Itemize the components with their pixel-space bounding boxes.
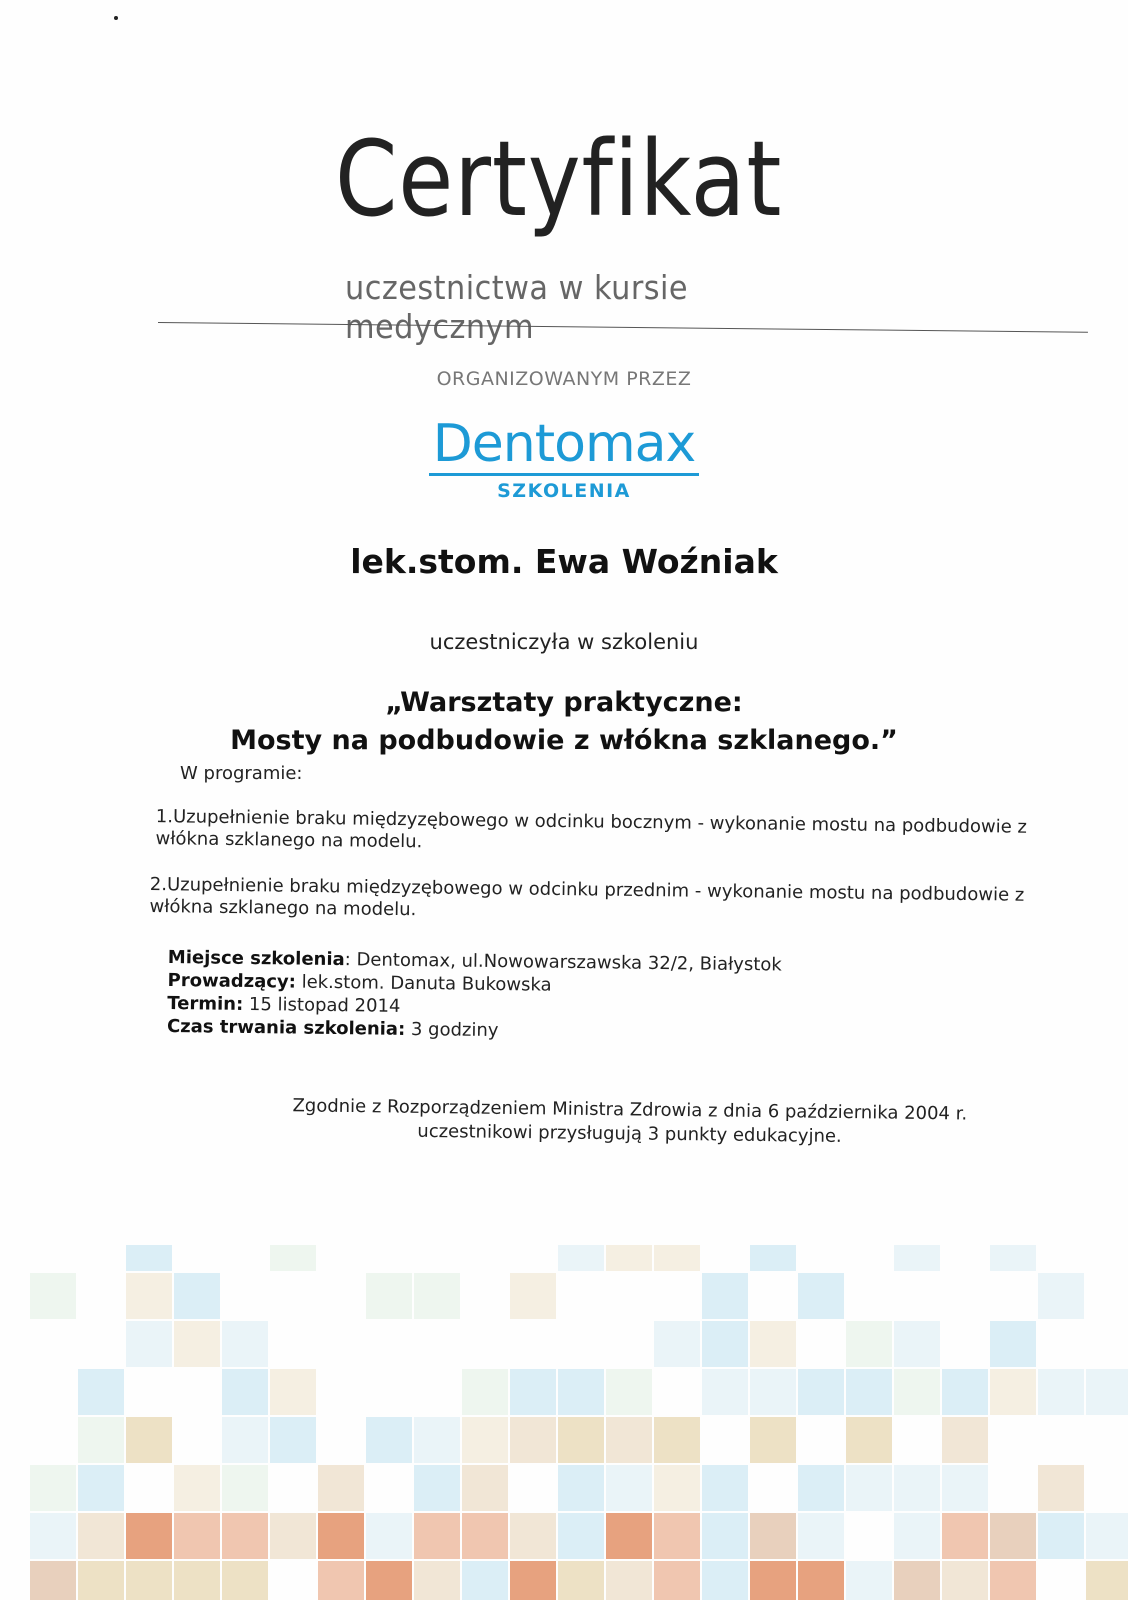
mosaic-tile — [654, 1513, 700, 1559]
mosaic-tile — [654, 1245, 700, 1271]
mosaic-tile — [510, 1417, 556, 1463]
legal-note — [269, 1094, 990, 1151]
mosaic-tile — [942, 1465, 988, 1511]
mosaic-tile — [702, 1321, 748, 1367]
mosaic-tile — [894, 1321, 940, 1367]
mosaic-tile — [846, 1321, 892, 1367]
mosaic-tile — [318, 1465, 364, 1511]
mosaic-tile — [222, 1465, 268, 1511]
detail-date-label: Termin: — [167, 992, 244, 1015]
mosaic-tile — [606, 1513, 652, 1559]
mosaic-tile — [30, 1513, 76, 1559]
mosaic-tile — [558, 1245, 604, 1271]
mosaic-tile — [1038, 1465, 1084, 1511]
mosaic-tile — [414, 1513, 460, 1559]
mosaic-tile — [894, 1513, 940, 1559]
mosaic-tile — [558, 1465, 604, 1511]
mosaic-tile — [750, 1369, 796, 1415]
mosaic-tile — [462, 1417, 508, 1463]
organized-by-label: ORGANIZOWANYM PRZEZ — [436, 368, 692, 390]
mosaic-tile — [606, 1417, 652, 1463]
mosaic-tile — [942, 1369, 988, 1415]
mosaic-tile — [78, 1513, 124, 1559]
mosaic-tile — [270, 1513, 316, 1559]
course-title-line-2: Mosty na podbudowie z włókna szklanego.” — [230, 725, 898, 756]
mosaic-tile — [318, 1513, 364, 1559]
mosaic-tile — [1086, 1513, 1128, 1559]
program-item: 2.Uzupełnienie braku międzyzębowego w odcinku przednim - wykonanie mostu na podbudowie z włókna szklanego na modelu. — [149, 874, 1025, 921]
mosaic-tile — [270, 1245, 316, 1271]
mosaic-tile — [798, 1369, 844, 1415]
detail-date-value: 15 listopad 2014 — [248, 993, 401, 1017]
scan-speck — [114, 16, 118, 20]
mosaic-tile — [990, 1513, 1036, 1559]
mosaic-tile — [702, 1369, 748, 1415]
mosaic-tile — [78, 1465, 124, 1511]
mosaic-tile — [798, 1513, 844, 1559]
mosaic-tile — [846, 1465, 892, 1511]
mosaic-tile — [606, 1561, 652, 1600]
mosaic-tile — [942, 1417, 988, 1463]
mosaic-tile — [78, 1369, 124, 1415]
logo-tagline: SZKOLENIA — [497, 480, 631, 502]
mosaic-tile — [894, 1561, 940, 1600]
mosaic-tile — [798, 1561, 844, 1600]
program-item: 1.Uzupełnienie braku międzyzębowego w odcinku bocznym - wykonanie mostu na podbudowie z włókna szklanego na modelu. — [155, 806, 1028, 853]
mosaic-tile — [78, 1417, 124, 1463]
mosaic-tile — [558, 1417, 604, 1463]
mosaic-tile — [798, 1465, 844, 1511]
mosaic-tile — [462, 1465, 508, 1511]
mosaic-tile — [462, 1561, 508, 1600]
mosaic-tile — [750, 1321, 796, 1367]
mosaic-tile — [750, 1561, 796, 1600]
mosaic-tile — [750, 1513, 796, 1559]
mosaic-tile — [174, 1513, 220, 1559]
mosaic-tile — [366, 1513, 412, 1559]
recipient-name: lek.stom. Ewa Woźniak — [350, 542, 778, 581]
detail-place-value: Dentomax, ul.Nowowarszawska 32/2, Białystok — [356, 949, 782, 976]
legal-note-line-1: Zgodnie z Rozporządzeniem Ministra Zdrowia z dnia 6 października 2004 r. — [292, 1095, 968, 1125]
mosaic-tile — [126, 1561, 172, 1600]
mosaic-tile — [174, 1465, 220, 1511]
mosaic-tile — [126, 1321, 172, 1367]
decorative-mosaic — [0, 1245, 1128, 1600]
mosaic-tile — [894, 1369, 940, 1415]
mosaic-tile — [126, 1273, 172, 1319]
certificate-title: Certyfikat — [335, 118, 783, 240]
mosaic-tile — [222, 1321, 268, 1367]
mosaic-tile — [510, 1369, 556, 1415]
mosaic-tile — [846, 1417, 892, 1463]
mosaic-tile — [222, 1417, 268, 1463]
mosaic-tile — [510, 1513, 556, 1559]
program-label: W programie: — [180, 763, 303, 784]
mosaic-tile — [606, 1369, 652, 1415]
mosaic-tile — [558, 1513, 604, 1559]
mosaic-tile — [990, 1369, 1036, 1415]
mosaic-tile — [30, 1465, 76, 1511]
detail-duration-label: Czas trwania szkolenia: — [166, 1015, 406, 1040]
mosaic-tile — [1038, 1273, 1084, 1319]
mosaic-tile — [1086, 1369, 1128, 1415]
mosaic-tile — [126, 1417, 172, 1463]
mosaic-tile — [990, 1245, 1036, 1271]
mosaic-tile — [414, 1417, 460, 1463]
organizer-logo — [0, 415, 1128, 502]
mosaic-tile — [654, 1321, 700, 1367]
mosaic-tile — [894, 1245, 940, 1271]
mosaic-tile — [222, 1369, 268, 1415]
mosaic-tile — [222, 1513, 268, 1559]
certificate-subtitle: uczestnictwa w kursie medycznym — [345, 268, 689, 346]
legal-note-line-2: uczestnikowi przysługują 3 punkty edukacyjne. — [417, 1120, 842, 1147]
mosaic-tile — [126, 1245, 172, 1271]
mosaic-tile — [654, 1417, 700, 1463]
mosaic-tile — [174, 1321, 220, 1367]
course-title-line-1: „Warsztaty praktyczne: — [385, 687, 743, 718]
mosaic-tile — [1086, 1561, 1128, 1600]
logo-wordmark: Dentomax — [429, 415, 700, 476]
mosaic-tile — [750, 1245, 796, 1271]
mosaic-tile — [558, 1561, 604, 1600]
mosaic-tile — [894, 1465, 940, 1511]
mosaic-tile — [990, 1321, 1036, 1367]
mosaic-tile — [942, 1513, 988, 1559]
mosaic-tile — [1038, 1513, 1084, 1559]
mosaic-tile — [654, 1561, 700, 1600]
mosaic-tile — [462, 1513, 508, 1559]
mosaic-tile — [414, 1465, 460, 1511]
mosaic-tile — [558, 1369, 604, 1415]
mosaic-tile — [126, 1513, 172, 1559]
detail-place-label: Miejsce szkolenia — [167, 946, 345, 971]
mosaic-tile — [78, 1561, 124, 1600]
detail-instructor-label: Prowadzący: — [167, 969, 297, 993]
mosaic-tile — [30, 1561, 76, 1600]
mosaic-tile — [318, 1561, 364, 1600]
participation-text: uczestniczyła w szkoleniu — [429, 630, 699, 654]
mosaic-tile — [510, 1273, 556, 1319]
detail-place: Miejsce szkolenia: Dentomax, ul.Nowowarszawska 32/2, Białystok — [167, 946, 782, 976]
mosaic-tile — [990, 1561, 1036, 1600]
mosaic-tile — [702, 1465, 748, 1511]
mosaic-tile — [270, 1417, 316, 1463]
mosaic-tile — [846, 1561, 892, 1600]
mosaic-tile — [366, 1561, 412, 1600]
mosaic-tile — [846, 1369, 892, 1415]
course-details — [167, 946, 988, 1048]
mosaic-tile — [750, 1417, 796, 1463]
mosaic-tile — [702, 1561, 748, 1600]
detail-instructor-value: lek.stom. Danuta Bukowska — [301, 971, 552, 996]
mosaic-tile — [270, 1369, 316, 1415]
mosaic-tile — [30, 1273, 76, 1319]
course-title — [0, 684, 1128, 760]
mosaic-tile — [174, 1273, 220, 1319]
mosaic-tile — [462, 1369, 508, 1415]
mosaic-tile — [1038, 1369, 1084, 1415]
mosaic-tile — [798, 1273, 844, 1319]
mosaic-tile — [366, 1417, 412, 1463]
mosaic-tile — [654, 1465, 700, 1511]
detail-duration-value: 3 godziny — [410, 1018, 499, 1042]
mosaic-tile — [414, 1273, 460, 1319]
mosaic-tile — [702, 1273, 748, 1319]
mosaic-tile — [942, 1561, 988, 1600]
mosaic-tile — [702, 1513, 748, 1559]
mosaic-tile — [606, 1245, 652, 1271]
mosaic-tile — [174, 1561, 220, 1600]
mosaic-tile — [606, 1465, 652, 1511]
mosaic-tile — [510, 1561, 556, 1600]
mosaic-tile — [414, 1561, 460, 1600]
mosaic-tile — [222, 1561, 268, 1600]
mosaic-tile — [366, 1273, 412, 1319]
